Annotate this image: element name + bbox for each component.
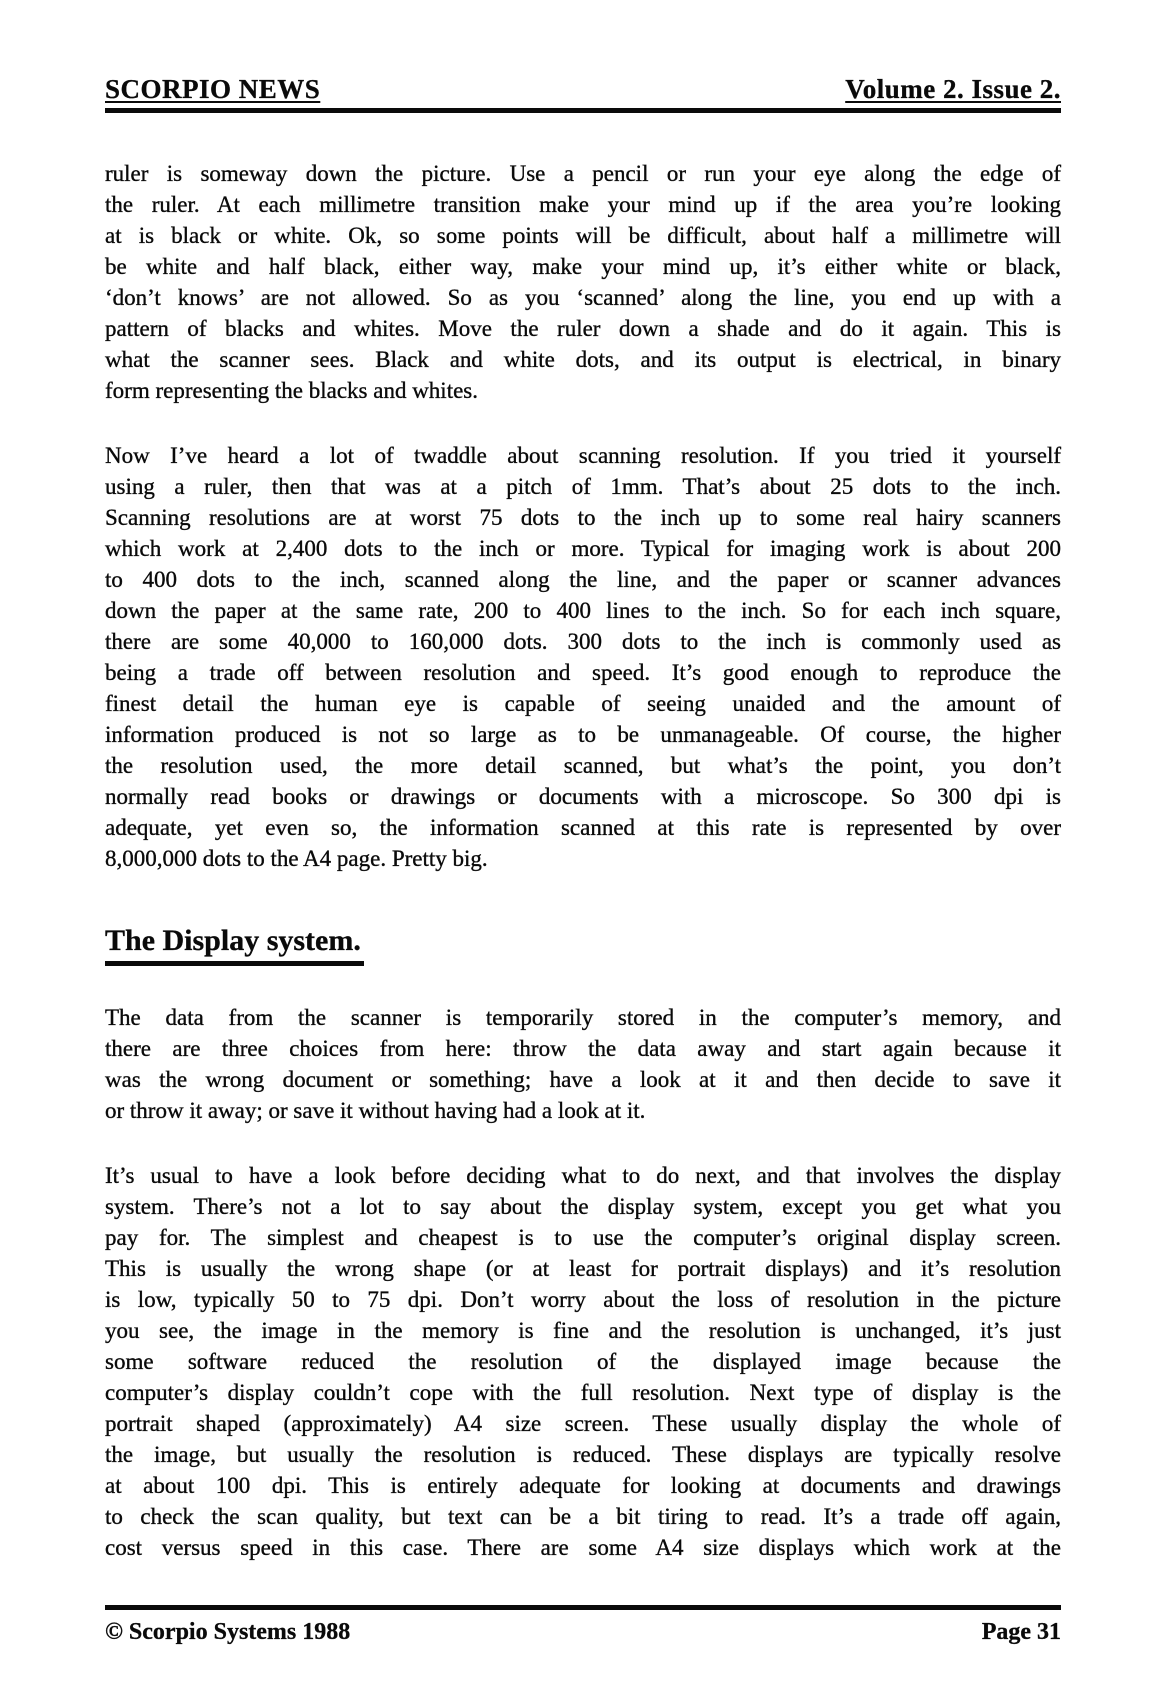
page-footer [105,1605,1061,1646]
text-line: normally read books or drawings or documents with a microscope. So 300 dpi is [105,784,1061,809]
text-line: information produced is not so large as to be unmanageable. Of course, the higher [105,722,1061,747]
text-line: down the paper at the same rate, 200 to 400 lines to the inch. So for each inch square, [105,598,1061,623]
page-header [105,74,1061,113]
publication-title: SCORPIO NEWS [105,74,321,104]
section-heading-text: The Display system. [105,924,364,966]
paragraph [105,158,1061,406]
text-line: form representing the blacks and whites. [105,378,478,403]
text-line: is low, typically 50 to 75 dpi. Don’t worry about the loss of resolution in the picture [105,1287,1061,1312]
text-line: computer’s display couldn’t cope with the full resolution. Next type of display is the [105,1380,1061,1405]
text-line: using a ruler, then that was at a pitch of 1mm. That’s about 25 dots to the inch. [105,474,1061,499]
copyright-notice: © Scorpio Systems 1988 [105,1619,351,1645]
text-line: at is black or white. Ok, so some points will be difficult, about half a millimetre will [105,223,1061,248]
text-line: was the wrong document or something; have a look at it and then decide to save it [105,1067,1061,1092]
text-line: Scanning resolutions are at worst 75 dots to the inch up to some real hairy scanners [105,505,1061,530]
text-line: the resolution used, the more detail scanned, but what’s the point, you don’t [105,753,1061,778]
text-line: cost versus speed in this case. There are some A4 size displays which work at the [105,1535,1061,1560]
text-line: 8,000,000 dots to the A4 page. Pretty big. [105,846,488,871]
text-line: to check the scan quality, but text can be a bit tiring to read. It’s a trade off again, [105,1504,1061,1529]
text-line: you see, the image in the memory is fine and the resolution is unchanged, it’s just [105,1318,1061,1343]
text-line: some software reduced the resolution of the displayed image because the [105,1349,1061,1374]
paragraph [105,1160,1061,1563]
text-line: ruler is someway down the picture. Use a pencil or run your eye along the edge of [105,161,1061,186]
text-line: pay for. The simplest and cheapest is to use the computer’s original display screen. [105,1225,1061,1250]
paragraph [105,1002,1061,1126]
text-line: the image, but usually the resolution is reduced. These displays are typically resolve [105,1442,1061,1467]
text-line: or throw it away; or save it without having had a look at it. [105,1098,646,1123]
section-heading [105,924,1061,966]
text-line: at about 100 dpi. This is entirely adequate for looking at documents and drawings [105,1473,1061,1498]
text-line: be white and half black, either way, make your mind up, it’s either white or black, [105,254,1061,279]
text-line: Now I’ve heard a lot of twaddle about scanning resolution. If you tried it yourself [105,443,1061,468]
text-line: pattern of blacks and whites. Move the ruler down a shade and do it again. This is [105,316,1061,341]
text-line: This is usually the wrong shape (or at least for portrait displays) and it’s resolution [105,1256,1061,1281]
text-line: which work at 2,400 dots to the inch or more. Typical for imaging work is about 200 [105,536,1061,561]
page-body [105,158,1061,1597]
volume-issue-label: Volume 2. Issue 2. [845,74,1061,104]
text-line: adequate, yet even so, the information scanned at this rate is represented by over [105,815,1061,840]
text-line: system. There’s not a lot to say about the display system, except you get what you [105,1194,1061,1219]
paragraph [105,440,1061,874]
text-line: there are some 40,000 to 160,000 dots. 300 dots to the inch is commonly used as [105,629,1061,654]
text-line: there are three choices from here: throw the data away and start again because it [105,1036,1061,1061]
text-line: It’s usual to have a look before deciding what to do next, and that involves the display [105,1163,1061,1188]
text-line: the ruler. At each millimetre transition make your mind up if the area you’re looking [105,192,1061,217]
page-number: Page 31 [981,1619,1061,1645]
text-line: to 400 dots to the inch, scanned along the line, and the paper or scanner advances [105,567,1061,592]
text-line: being a trade off between resolution and speed. It’s good enough to reproduce the [105,660,1061,685]
text-line: ‘don’t knows’ are not allowed. So as you ‘scanned’ along the line, you end up with a [105,285,1061,310]
text-line: what the scanner sees. Black and white dots, and its output is electrical, in binary [105,347,1061,372]
text-line: portrait shaped (approximately) A4 size screen. These usually display the whole of [105,1411,1061,1436]
text-line: The data from the scanner is temporarily stored in the computer’s memory, and [105,1005,1061,1030]
text-line: finest detail the human eye is capable of seeing unaided and the amount of [105,691,1061,716]
